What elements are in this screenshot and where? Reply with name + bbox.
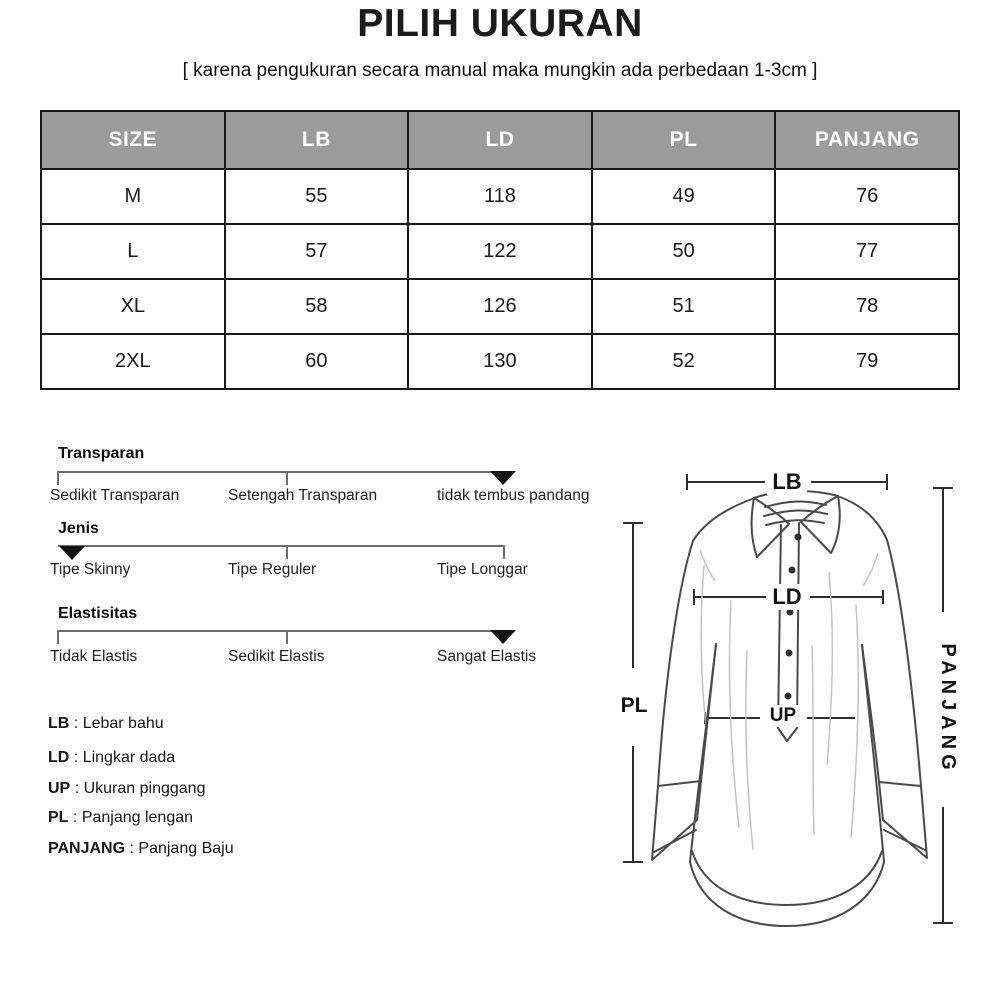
page-subtitle: [ karena pengukuran secara manual maka mungkin ada perbedaan 1-3cm ]	[182, 60, 818, 81]
size-table-header-row	[41, 111, 959, 169]
legend-desc: Panjang Baju	[138, 840, 234, 857]
table-cell: 60	[225, 334, 409, 389]
diagram-label-ld: LD	[767, 584, 807, 610]
header-ld: LD	[408, 111, 592, 169]
scale-line	[58, 545, 505, 547]
scale-option: Sedikit Elastis	[228, 648, 325, 665]
scale-option: Sedikit Transparan	[50, 487, 180, 504]
collar-left-leaf	[752, 498, 789, 557]
left-cuff	[652, 781, 701, 860]
legend-desc: Ukuran pinggang	[83, 780, 206, 797]
diagram-label-up: UP	[763, 705, 803, 727]
legend-separator: :	[73, 715, 79, 732]
scale-option: Setengah Transparan	[228, 487, 378, 504]
legend-key: PANJANG	[48, 840, 126, 857]
legend-item-panjang	[48, 840, 234, 858]
table-cell: 55	[225, 169, 409, 224]
scale-option: tidak tembus pandang	[437, 487, 590, 504]
right-cuff	[879, 782, 927, 858]
button	[789, 567, 796, 574]
legend-desc: Lingkar dada	[82, 749, 176, 766]
wrinkle	[701, 565, 707, 735]
scale-tick	[57, 471, 59, 485]
button	[786, 650, 793, 657]
legend-key: PL	[48, 809, 69, 826]
table-cell: L	[41, 224, 225, 279]
scale-marker-icon	[59, 546, 85, 560]
table-cell: 57	[225, 224, 409, 279]
right-sleeve	[862, 540, 921, 786]
size-table	[40, 110, 960, 390]
table-row-m	[41, 169, 959, 224]
body-left-side	[690, 644, 716, 862]
table-cell: 52	[592, 334, 776, 389]
measure-pl-line	[623, 523, 643, 862]
legend-item-pl	[48, 809, 193, 827]
scale-tick	[286, 545, 288, 559]
table-cell: 51	[592, 279, 776, 334]
wrinkle	[746, 650, 753, 850]
table-row-2xl	[41, 334, 959, 389]
scale-option: Sangat Elastis	[437, 648, 537, 665]
scale-title: Elastisitas	[58, 605, 138, 622]
page-title: PILIH UKURAN	[357, 2, 643, 45]
legend-separator: :	[73, 749, 79, 766]
diagram-label-lb: LB	[767, 469, 807, 495]
table-cell: M	[41, 169, 225, 224]
scale-line	[57, 630, 493, 632]
wrinkle	[827, 572, 832, 765]
header-size: SIZE	[41, 111, 225, 169]
header-panjang: PANJANG	[775, 111, 959, 169]
scale-option: Tipe Reguler	[228, 561, 317, 578]
legend-item-up	[48, 780, 205, 798]
table-cell: 118	[408, 169, 592, 224]
collar-stand	[754, 491, 838, 525]
legend-desc: Panjang lengan	[81, 809, 194, 826]
size-table-wrap	[40, 110, 960, 390]
diagram-label-panjang: PANJANG	[937, 643, 959, 775]
scale-title: Jenis	[58, 520, 99, 537]
table-cell: 58	[225, 279, 409, 334]
table-cell: XL	[41, 279, 225, 334]
header-lb: LB	[225, 111, 409, 169]
scale-marker-icon	[490, 471, 516, 485]
scale-tick	[286, 471, 288, 485]
wrinkle	[729, 600, 739, 828]
table-row-l	[41, 224, 959, 279]
legend-item-lb	[48, 715, 164, 733]
legend-item-ld	[48, 749, 175, 767]
scale-option: Tidak Elastis	[50, 648, 138, 665]
wrinkle	[863, 553, 878, 586]
scale-title: Transparan	[58, 445, 145, 462]
scale-marker-icon	[490, 630, 516, 644]
body-right-side	[862, 645, 884, 862]
scale-tick	[57, 630, 59, 644]
legend-desc: Lebar bahu	[82, 715, 164, 732]
scale-option: Tipe Longgar	[437, 561, 528, 578]
table-cell: 130	[408, 334, 592, 389]
diagram-label-pl: PL	[616, 694, 652, 718]
legend-key: LB	[48, 715, 70, 732]
left-sleeve	[658, 541, 716, 786]
legend-separator: :	[129, 840, 134, 857]
scale-option: Tipe Skinny	[50, 561, 131, 578]
wrinkle	[851, 605, 858, 838]
scale-tick	[286, 630, 288, 644]
table-cell: 79	[775, 334, 959, 389]
button	[785, 693, 792, 700]
legend-separator: :	[72, 809, 78, 826]
wrinkle	[812, 645, 814, 835]
table-cell: 76	[775, 169, 959, 224]
legend-separator: :	[74, 780, 80, 797]
header-pl: PL	[592, 111, 776, 169]
table-cell: 126	[408, 279, 592, 334]
hem	[690, 851, 884, 926]
table-cell: 49	[592, 169, 776, 224]
left-shoulder	[693, 499, 752, 541]
table-cell: 2XL	[41, 334, 225, 389]
right-shoulder	[840, 497, 887, 540]
wrinkle	[700, 550, 715, 581]
table-cell: 50	[592, 224, 776, 279]
table-row-xl	[41, 279, 959, 334]
legend-key: UP	[48, 780, 71, 797]
table-cell: 122	[408, 224, 592, 279]
table-cell: 77	[775, 224, 959, 279]
scale-line	[57, 471, 493, 473]
legend-key: LD	[48, 749, 70, 766]
table-cell: 78	[775, 279, 959, 334]
button	[795, 534, 802, 541]
scale-tick	[503, 545, 505, 559]
